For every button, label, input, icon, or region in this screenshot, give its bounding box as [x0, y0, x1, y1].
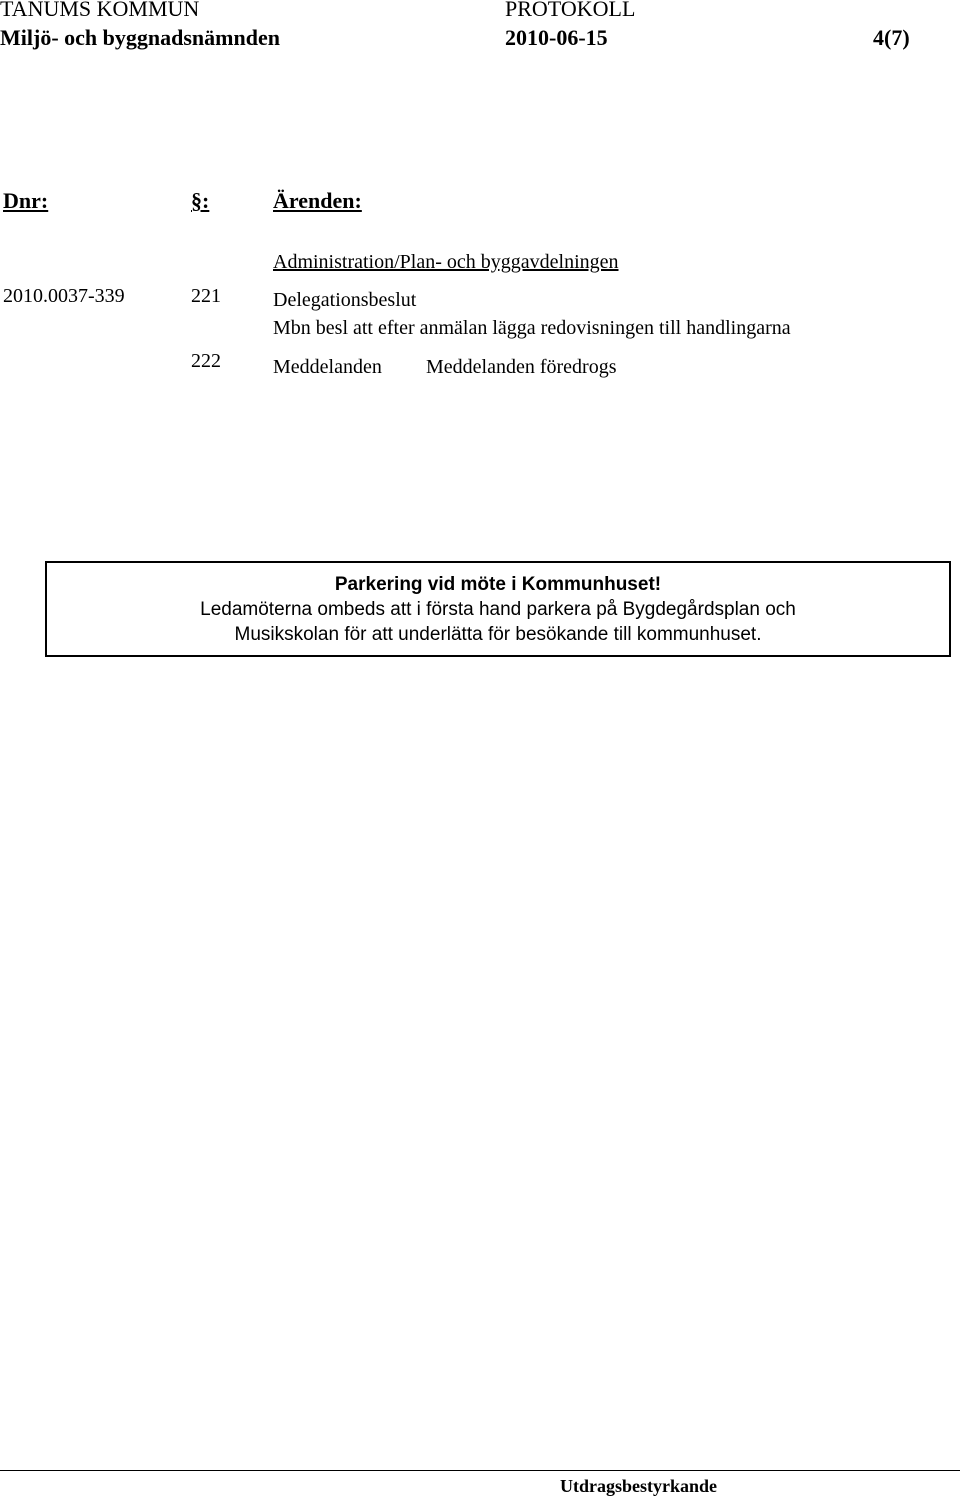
item-title: Meddelanden: [273, 356, 382, 378]
item-decision: Mbn besl att efter anmälan lägga redovisningen till handlingarna: [273, 317, 791, 339]
item-dnr: 2010.0037-339: [3, 285, 125, 307]
footer-divider: [0, 1470, 960, 1471]
item-title: Delegationsbeslut: [273, 289, 417, 311]
committee-name: Miljö- och byggnadsnämnden: [0, 25, 280, 50]
notice-line: Musikskolan för att underlätta för besökande till kommunhuset.: [234, 624, 762, 645]
document-type: PROTOKOLL: [505, 0, 636, 21]
column-heading-dnr: Dnr:: [3, 188, 49, 213]
column-heading-matters: Ärenden:: [273, 188, 362, 213]
notice-heading: Parkering vid möte i Kommunhuset!: [334, 574, 662, 595]
item-paragraph-number: 221: [191, 285, 221, 307]
item-paragraph-number: 222: [191, 350, 221, 372]
item-decision: Meddelanden föredrogs: [426, 356, 617, 378]
notice-line: Ledamöterna ombeds att i första hand parkera på Bygdegårdsplan och: [200, 599, 796, 620]
column-heading-paragraph: §:: [191, 188, 210, 213]
page-number: 4(7): [873, 25, 910, 50]
parking-notice-box: [45, 561, 951, 657]
meeting-date: 2010-06-15: [505, 25, 608, 50]
section-title: Administration/Plan- och byggavdelningen: [273, 251, 619, 273]
org-name: TANUMS KOMMUN: [0, 0, 200, 21]
footer-label: Utdragsbestyrkande: [560, 1476, 718, 1496]
